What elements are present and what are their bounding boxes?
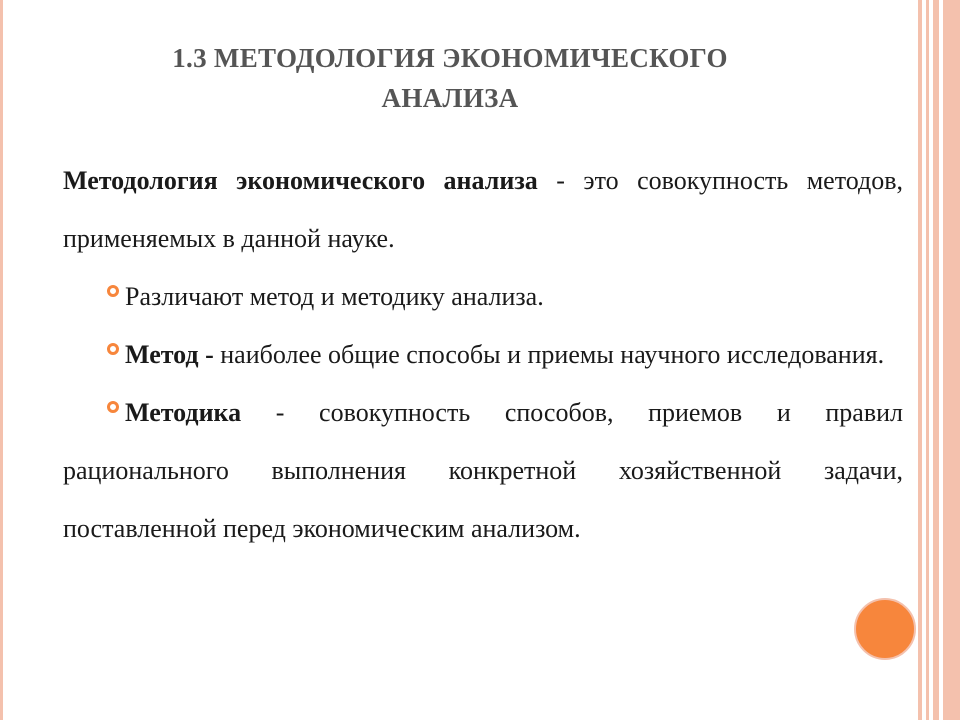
decorative-stripe [918, 0, 922, 720]
definition-paragraph [63, 152, 903, 268]
bullet-circle-icon [107, 343, 119, 355]
slide-title [70, 38, 830, 118]
bullet-text: Различают метод и методику анализа. [125, 282, 544, 311]
decorative-stripe [933, 0, 939, 720]
title-line-2: АНАЛИЗА [381, 83, 519, 113]
decorative-stripe [943, 0, 960, 720]
bullet-text: - совокупность способов, приемов и правил рационального выполнения конкретной хозяйственной задачи, поставленной перед экономическим анализом. [63, 398, 903, 543]
decorative-circle-icon [854, 598, 916, 660]
bullet-term: Методика [125, 398, 242, 427]
slide-content [63, 152, 903, 558]
bullet-text: наиболее общие способы и приемы научного исследования. [220, 340, 885, 369]
title-line-1: 1.3 МЕТОДОЛОГИЯ ЭКОНОМИЧЕСКОГО [172, 43, 728, 73]
bullet-item [63, 268, 903, 326]
bullet-circle-icon [107, 401, 119, 413]
bullet-circle-icon [107, 285, 119, 297]
bullet-item [63, 326, 903, 384]
definition-term: Методология экономического анализа [63, 166, 538, 195]
decorative-stripe [926, 0, 929, 720]
definition-text: - это совокупность методов, применяемых в данной науке. [63, 166, 903, 253]
bullet-term: Метод - [125, 340, 221, 369]
bullet-item [63, 384, 903, 558]
left-border-line [0, 0, 3, 720]
